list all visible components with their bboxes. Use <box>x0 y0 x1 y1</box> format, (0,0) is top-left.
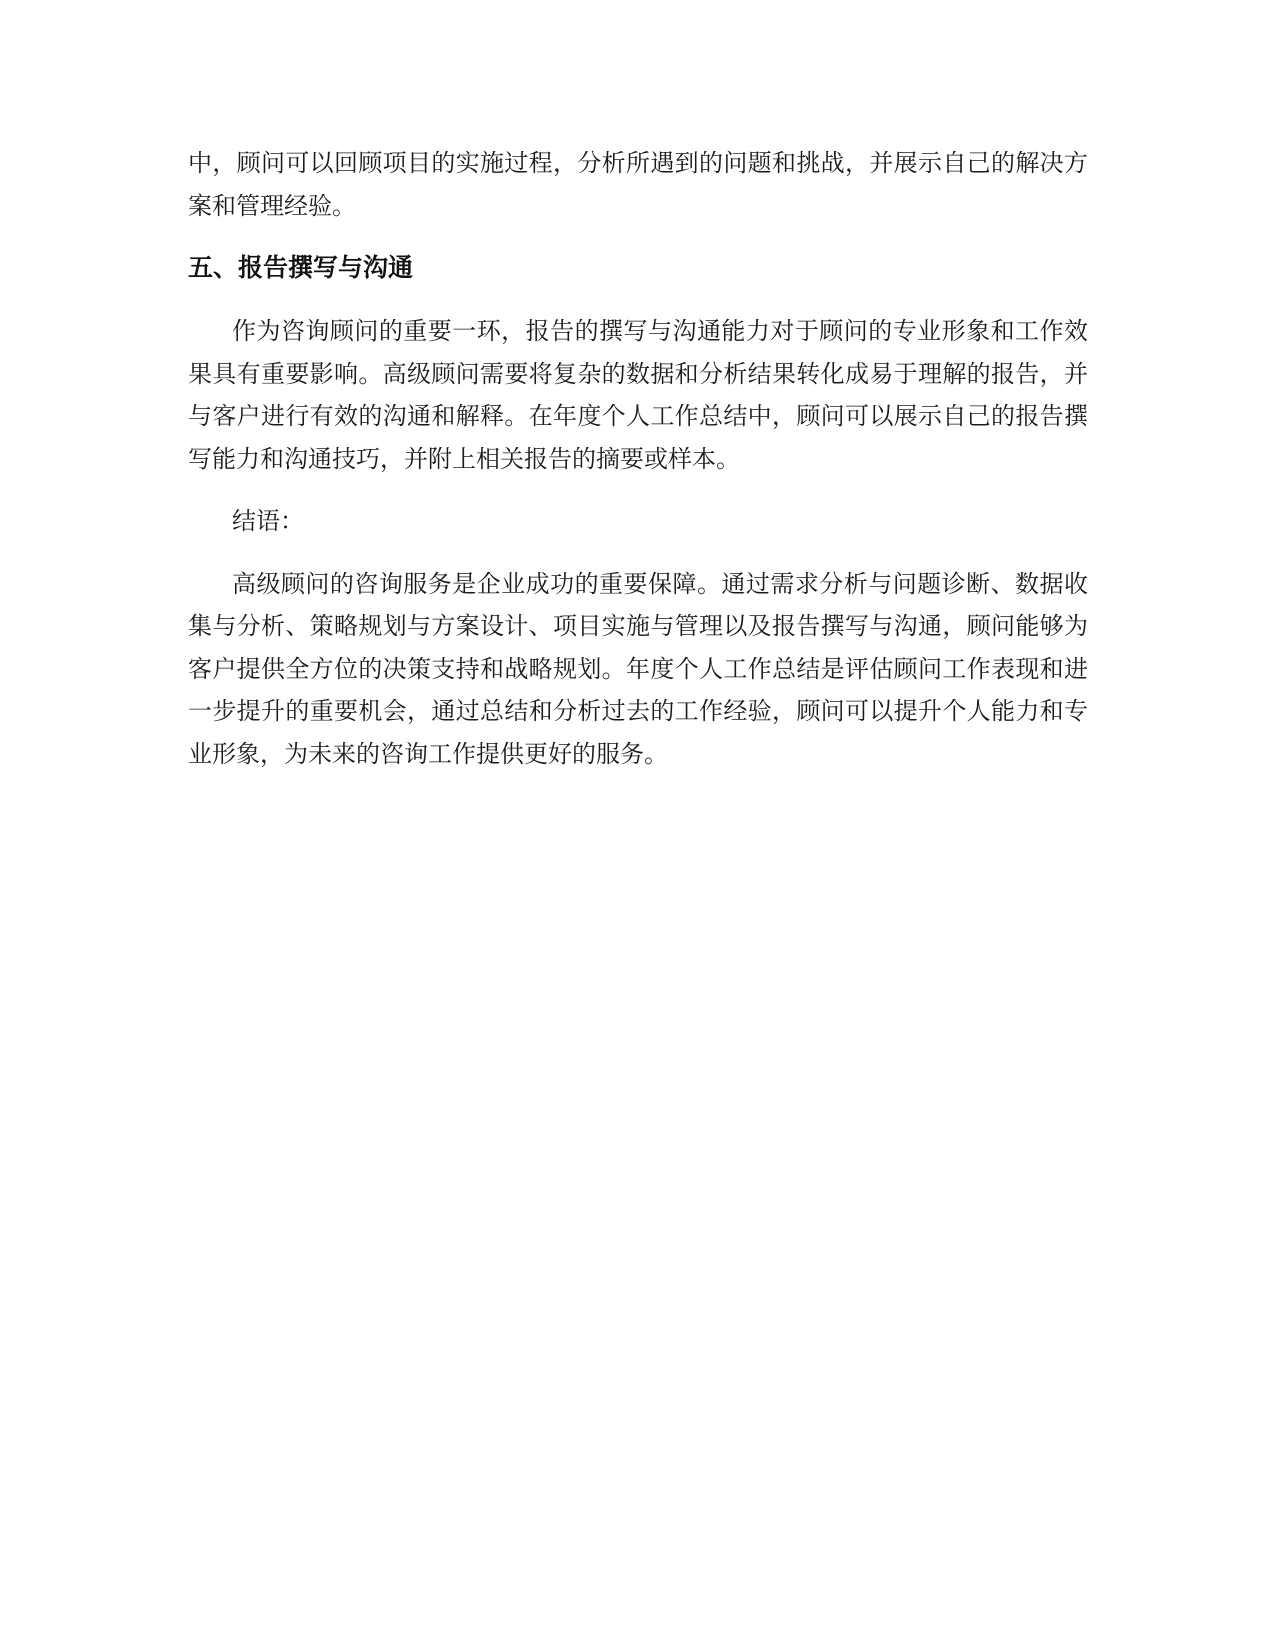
section-paragraph: 作为咨询顾问的重要一环，报告的撰写与沟通能力对于顾问的专业形象和工作效果具有重要影响。高级顾问需要将复杂的数据和分析结果转化成易于理解的报告，并与客户进行有效的沟通和解释。在年度个人工作总结中，顾问可以展示自己的报告撰写能力和沟通技巧，并附上相关报告的摘要或样本。 <box>188 317 1088 473</box>
document-body <box>188 142 1088 775</box>
conclusion-label: 结语： <box>232 507 304 535</box>
conclusion-paragraph: 高级顾问的咨询服务是企业成功的重要保障。通过需求分析与问题诊断、数据收集与分析、策略规划与方案设计、项目实施与管理以及报告撰写与沟通，顾问能够为客户提供全方位的决策支持和战略规划。年度个人工作总结是评估顾问工作表现和进一步提升的重要机会，通过总结和分析过去的工作经验，顾问可以提升个人能力和专业形象，为未来的咨询工作提供更好的服务。 <box>188 569 1088 768</box>
section-heading: 五、报告撰写与沟通 <box>188 253 414 282</box>
continuation-paragraph: 中，顾问可以回顾项目的实施过程，分析所遇到的问题和挑战，并展示自己的解决方案和管理经验。 <box>188 149 1088 220</box>
